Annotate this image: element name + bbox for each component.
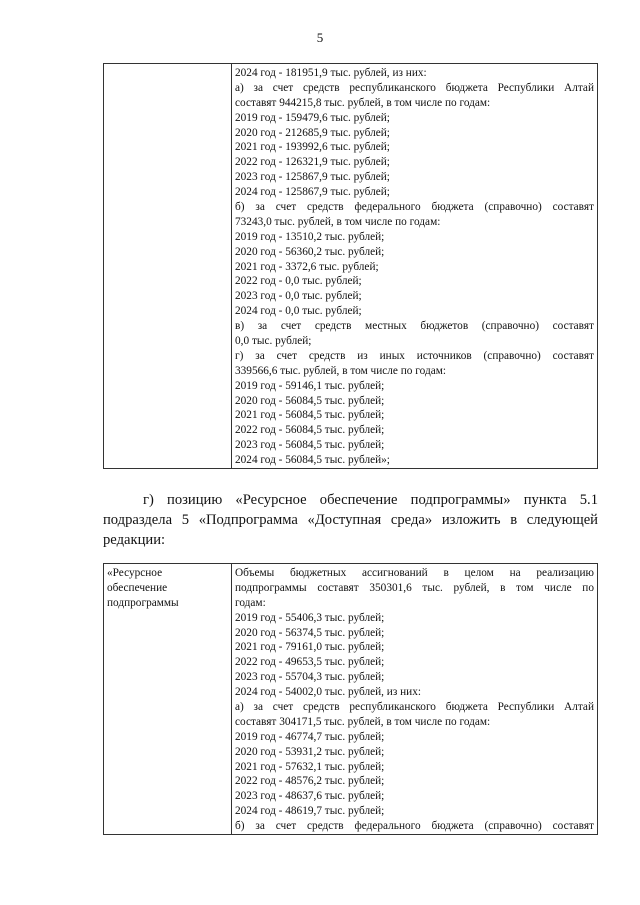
amendment-paragraph <box>103 490 598 550</box>
paragraph-line: подраздела 5 «Подпрограмма «Доступная среда» изложить в следующей <box>103 512 598 528</box>
text-line: 2021 год - 56084,5 тыс. рублей; <box>235 409 385 422</box>
text-line: 2019 год - 55406,3 тыс. рублей; <box>235 611 385 624</box>
resource-table-bottom <box>103 563 598 835</box>
paragraph-line: редакции: <box>103 532 166 548</box>
text-line: 2024 год - 48619,7 тыс. рублей; <box>235 805 385 818</box>
paragraph-line: г) позицию «Ресурсное обеспечение подпрограммы» пункта 5.1 <box>143 492 598 508</box>
text-line: б) за счет средств федерального бюджета (справочно) составят <box>235 820 594 833</box>
text-line: 2024 год - 0,0 тыс. рублей; <box>235 305 362 318</box>
text-line: 2020 год - 56360,2 тыс. рублей; <box>235 245 385 258</box>
label-cell <box>104 564 232 835</box>
text-line: 2023 год - 55704,3 тыс. рублей; <box>235 671 385 684</box>
label-line: обеспечение <box>107 581 168 594</box>
text-line: 2021 год - 79161,0 тыс. рублей; <box>235 641 385 654</box>
text-line: годам: <box>235 596 266 609</box>
text-line: 339566,6 тыс. рублей, в том числе по годам: <box>235 364 446 377</box>
text-line: подпрограммы составят 350301,6 тыс. рублей, в том числе по <box>235 581 594 594</box>
text-line: 2022 год - 0,0 тыс. рублей; <box>235 275 362 288</box>
text-line: 0,0 тыс. рублей; <box>235 335 312 348</box>
text-line: 2023 год - 48637,6 тыс. рублей; <box>235 790 385 803</box>
table-row <box>104 64 598 469</box>
content-cell <box>232 64 598 469</box>
text-line: составят 944215,8 тыс. рублей, в том числе по годам: <box>235 96 491 109</box>
text-line: 2019 год - 59146,1 тыс. рублей; <box>235 379 385 392</box>
text-line: 2022 год - 48576,2 тыс. рублей; <box>235 775 385 788</box>
resource-table-top <box>103 63 598 469</box>
text-line: 2021 год - 3372,6 тыс. рублей; <box>235 260 379 273</box>
text-line: 2019 год - 159479,6 тыс. рублей; <box>235 111 390 124</box>
text-line: 2024 год - 125867,9 тыс. рублей; <box>235 186 390 199</box>
text-line: г) за счет средств из иных источников (справочно) составят <box>235 349 594 362</box>
text-line: Объемы бюджетных ассигнований в целом на реализацию <box>235 567 594 579</box>
text-line: 2022 год - 126321,9 тыс. рублей; <box>235 156 390 169</box>
text-line: 2023 год - 56084,5 тыс. рублей; <box>235 439 385 452</box>
text-line: а) за счет средств республиканского бюджета Республики Алтай <box>235 81 594 94</box>
text-line: 2024 год - 54002,0 тыс. рублей, из них: <box>235 686 422 699</box>
text-line: 2020 год - 53931,2 тыс. рублей; <box>235 745 385 758</box>
content-cell <box>232 564 598 835</box>
text-line: в) за счет средств местных бюджетов (справочно) составят <box>235 320 594 333</box>
text-line: 2023 год - 125867,9 тыс. рублей; <box>235 171 390 184</box>
text-line: б) за счет средств федерального бюджета (справочно) составят <box>235 201 594 214</box>
text-line: 2024 год - 181951,9 тыс. рублей, из них: <box>235 67 427 79</box>
text-line: 2020 год - 212685,9 тыс. рублей; <box>235 126 390 139</box>
text-line: 2022 год - 49653,5 тыс. рублей; <box>235 656 385 669</box>
text-line: а) за счет средств республиканского бюджета Республики Алтай <box>235 701 594 714</box>
text-line: 73243,0 тыс. рублей, в том числе по годам: <box>235 215 441 228</box>
page-number: 5 <box>316 30 324 45</box>
label-line: подпрограммы <box>107 596 179 609</box>
text-line: 2020 год - 56084,5 тыс. рублей; <box>235 394 385 407</box>
text-line: 2024 год - 56084,5 тыс. рублей»; <box>235 454 390 467</box>
text-line: 2019 год - 46774,7 тыс. рублей; <box>235 730 385 743</box>
label-line: «Ресурсное <box>107 567 163 579</box>
text-line: 2021 год - 57632,1 тыс. рублей; <box>235 760 385 773</box>
label-cell <box>104 64 232 469</box>
text-line: составят 304171,5 тыс. рублей, в том числе по годам: <box>235 715 491 728</box>
text-line: 2022 год - 56084,5 тыс. рублей; <box>235 424 385 437</box>
table-row <box>104 564 598 835</box>
text-line: 2019 год - 13510,2 тыс. рублей; <box>235 230 385 243</box>
text-line: 2021 год - 193992,6 тыс. рублей; <box>235 141 390 154</box>
text-line: 2020 год - 56374,5 тыс. рублей; <box>235 626 385 639</box>
text-line: 2023 год - 0,0 тыс. рублей; <box>235 290 362 303</box>
